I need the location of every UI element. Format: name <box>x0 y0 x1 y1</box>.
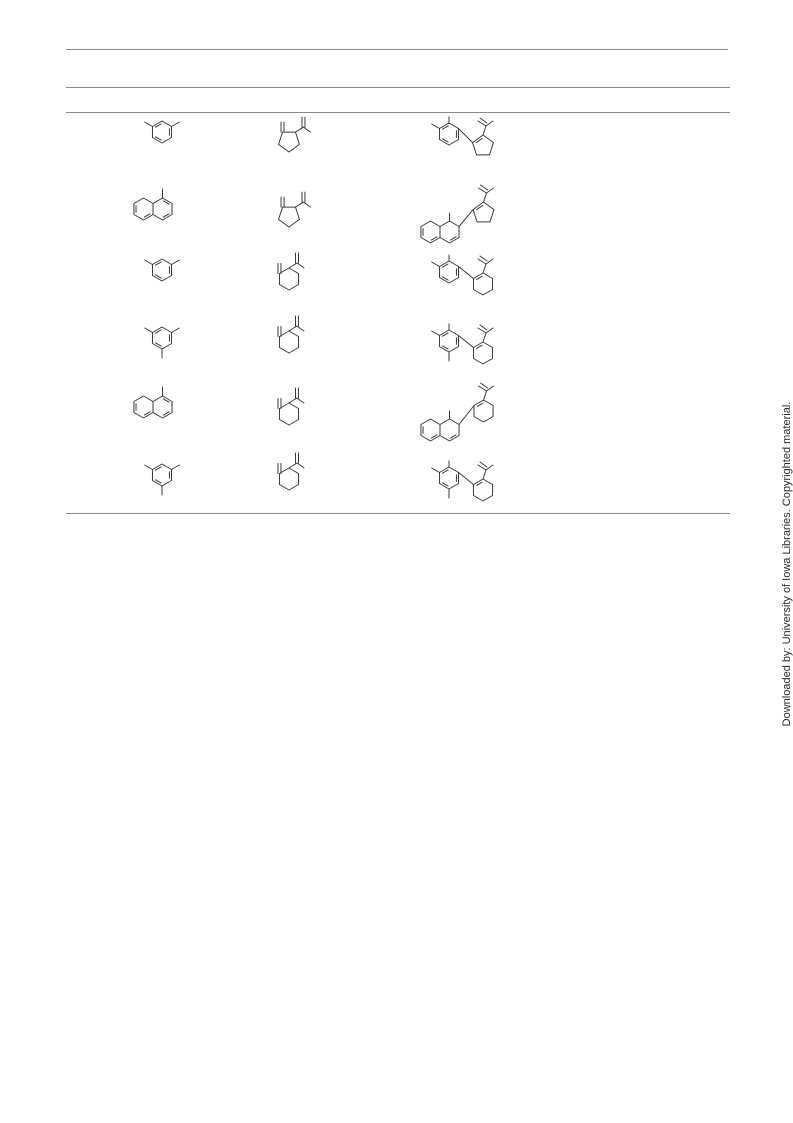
benzene-ring <box>152 327 171 349</box>
product-naphthalene-ring-b <box>440 419 459 441</box>
download-watermark: Downloaded by: University of Iowa Libraries. Copyrighted material. <box>781 401 793 727</box>
arene-structure <box>134 189 172 220</box>
acetyl-bond <box>483 264 486 273</box>
dione-structure <box>278 453 304 490</box>
benzene-ring <box>152 464 171 486</box>
cyclohexene-ring <box>474 400 493 422</box>
acetyl-bond <box>289 398 297 403</box>
arene-structure <box>145 259 180 281</box>
aryl-bond <box>459 473 474 485</box>
methyl-bond <box>297 398 304 403</box>
product-naphthalene-ring-a <box>421 221 440 243</box>
cyclohexanone-ring <box>279 403 298 425</box>
methyl-bond <box>432 331 440 336</box>
carbonyl-bond <box>480 256 487 261</box>
benzene-ring <box>152 259 171 281</box>
carbonyl-bond <box>481 383 488 388</box>
cyclohexene-ring <box>473 342 492 364</box>
methyl-bond <box>303 127 310 132</box>
acetyl-bond <box>295 202 303 207</box>
methyl-bond <box>486 121 493 126</box>
dione-structure <box>279 192 311 227</box>
product-aryl-ring <box>439 123 458 145</box>
cyclopentene-ring <box>473 135 494 155</box>
acetyl-bond <box>484 391 487 400</box>
dione-structure <box>278 316 304 353</box>
dione-structure <box>278 388 304 425</box>
methyl-bond <box>432 468 440 473</box>
acetyl-bond <box>483 470 486 479</box>
product-structure <box>432 255 493 295</box>
product-structure <box>421 185 494 243</box>
naphthalene-ring-a <box>134 198 153 220</box>
acetyl-bond <box>289 263 297 268</box>
methyl-bond <box>297 326 304 331</box>
carbonyl-bond <box>480 325 487 330</box>
methyl-bond <box>172 122 180 127</box>
methyl-bond <box>486 465 493 470</box>
cyclopentanone-ring <box>279 132 300 152</box>
methyl-bond <box>486 259 493 264</box>
product-structure <box>432 461 493 501</box>
methyl-bond <box>172 465 180 470</box>
naphthalene-ring-b <box>153 198 172 220</box>
methyl-bond <box>172 328 180 333</box>
methyl-bond <box>487 386 494 391</box>
cyclohexene-ring <box>473 479 492 501</box>
naphthalene-ring-b <box>153 396 172 418</box>
product-structure <box>421 383 494 441</box>
aryl-bond <box>459 267 474 279</box>
cyclopentanone-ring <box>279 207 300 227</box>
arene-structure <box>145 464 180 495</box>
methyl-bond <box>145 122 153 127</box>
dione-structure <box>279 117 311 152</box>
cyclohexanone-ring <box>279 468 298 490</box>
methyl-bond <box>432 124 440 129</box>
methyl-bond <box>145 328 153 333</box>
methyl-bond <box>303 202 310 207</box>
methyl-bond <box>486 328 493 333</box>
aryl-bond <box>459 129 473 143</box>
methyl-bond <box>487 188 494 193</box>
dione-structure <box>278 253 304 290</box>
methyl-bond <box>297 263 304 268</box>
product-naphthalene-ring-a <box>421 419 440 441</box>
acetyl-bond <box>295 127 303 132</box>
acetyl-bond <box>484 193 487 202</box>
carbonyl-bond <box>480 462 487 467</box>
product-structure <box>432 117 494 155</box>
arene-structure <box>134 387 172 418</box>
carbonyl-bond <box>481 185 488 190</box>
aryl-bond <box>459 406 474 425</box>
acetyl-bond <box>289 326 297 331</box>
product-structure <box>432 324 493 364</box>
methyl-bond <box>145 260 153 265</box>
arene-structure <box>145 327 180 358</box>
methyl-bond <box>432 262 440 267</box>
arene-structure <box>145 121 180 143</box>
acetyl-bond <box>483 126 486 135</box>
carbonyl-bond <box>480 118 487 123</box>
product-aryl-ring <box>439 467 458 489</box>
aryl-bond <box>459 210 473 227</box>
methyl-bond <box>172 260 180 265</box>
acetyl-bond <box>289 463 297 468</box>
cyclohexanone-ring <box>279 331 298 353</box>
aryl-bond <box>459 336 474 348</box>
methyl-bond <box>145 465 153 470</box>
product-aryl-ring <box>439 261 458 283</box>
methyl-bond <box>297 463 304 468</box>
cyclohexanone-ring <box>279 268 298 290</box>
product-naphthalene-ring-b <box>440 221 459 243</box>
cyclopentene-ring <box>473 202 494 222</box>
naphthalene-ring-a <box>134 396 153 418</box>
product-aryl-ring <box>439 330 458 352</box>
cyclohexene-ring <box>473 273 492 295</box>
benzene-ring <box>152 121 171 143</box>
acetyl-bond <box>483 333 486 342</box>
